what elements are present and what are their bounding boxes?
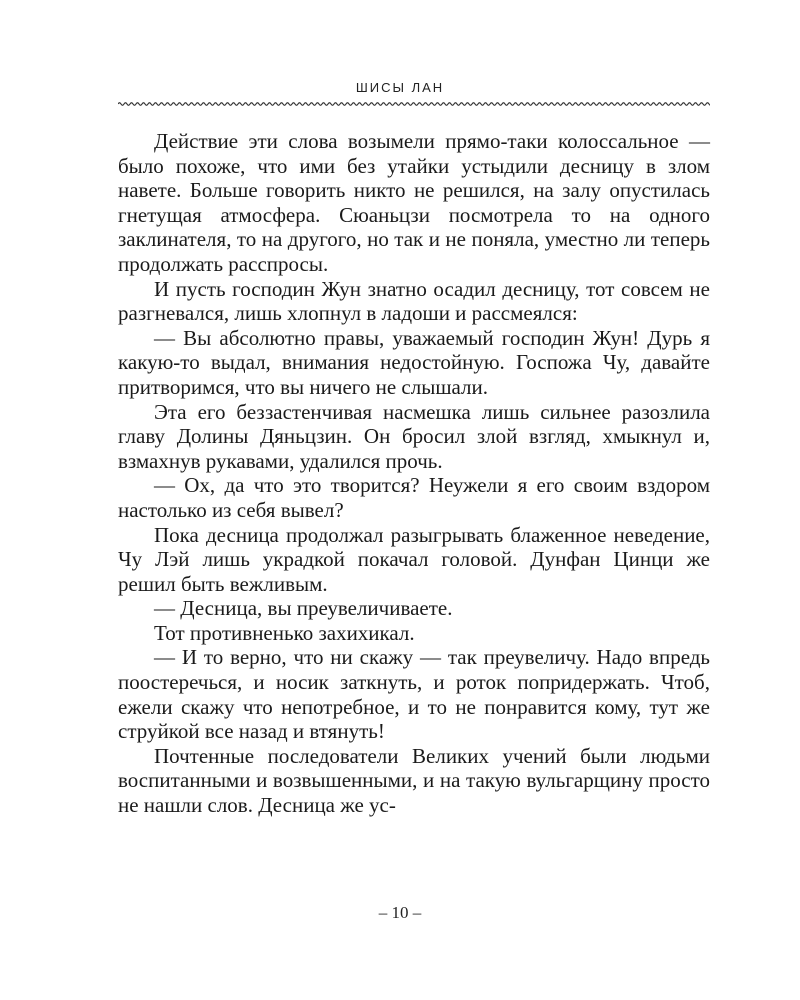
paragraph: Тот противненько захихикал. bbox=[154, 620, 415, 645]
paragraph: Пока десница продолжал разыгрывать блаженное неведение, Чу Лэй лишь украдкой покачал головой. Дунфан Цинци же решил быть вежливым. bbox=[118, 522, 710, 596]
paragraph: Почтенные последователи Великих учений были людьми воспитанными и возвышенными, и на такую вульгарщину просто не нашли слов. Десница же ус- bbox=[118, 743, 710, 818]
paragraph: — И то верно, что ни скажу — так преувеличу. Надо впредь поостеречься, и носик заткнуть, и роток попридержать. Чтоб, ежели скажу что непотребное, и то не понравится кому, тут же струйкой все назад и втянуть! bbox=[118, 645, 710, 744]
page-number: – 10 – bbox=[378, 903, 422, 922]
paragraph: Действие эти слова возымели прямо-таки колоссальное — было похоже, что ими без утайки устыдили десницу в злом навете. Больше говорить никто не решился, на залу опустилась гнетущая атмосфера. Сюаньцзи посмотрела то на одного заклинателя, то на другого, но так и не поняла, уместно ли теперь продолжать расспросы. bbox=[118, 129, 710, 276]
paragraph: И пусть господин Жун знатно осадил десницу, тот совсем не разгневался, лишь хлопнул в ладоши и рассмеялся: bbox=[118, 276, 710, 326]
wavy-rule-ornament bbox=[118, 100, 710, 108]
paragraph: — Десница, вы преувеличиваете. bbox=[154, 596, 453, 621]
paragraph: — Вы абсолютно правы, уважаемый господин Жун! Дурь я какую-то выдал, внимания недостойную. Госпожа Чу, давайте притворимся, что вы ничего не слышали. bbox=[118, 325, 710, 399]
running-head-title: ШИСЫ ЛАН bbox=[355, 80, 445, 95]
body-text bbox=[118, 129, 710, 818]
paragraph: — Ох, да что это творится? Неужели я его своим вздором настолько из себя вывел? bbox=[118, 473, 710, 522]
paragraph: Эта его беззастенчивая насмешка лишь сильнее разозлила главу Долины Дяньцзин. Он бросил злой взгляд, хмыкнул и, взмахнув рукавами, удалился прочь. bbox=[118, 399, 710, 473]
